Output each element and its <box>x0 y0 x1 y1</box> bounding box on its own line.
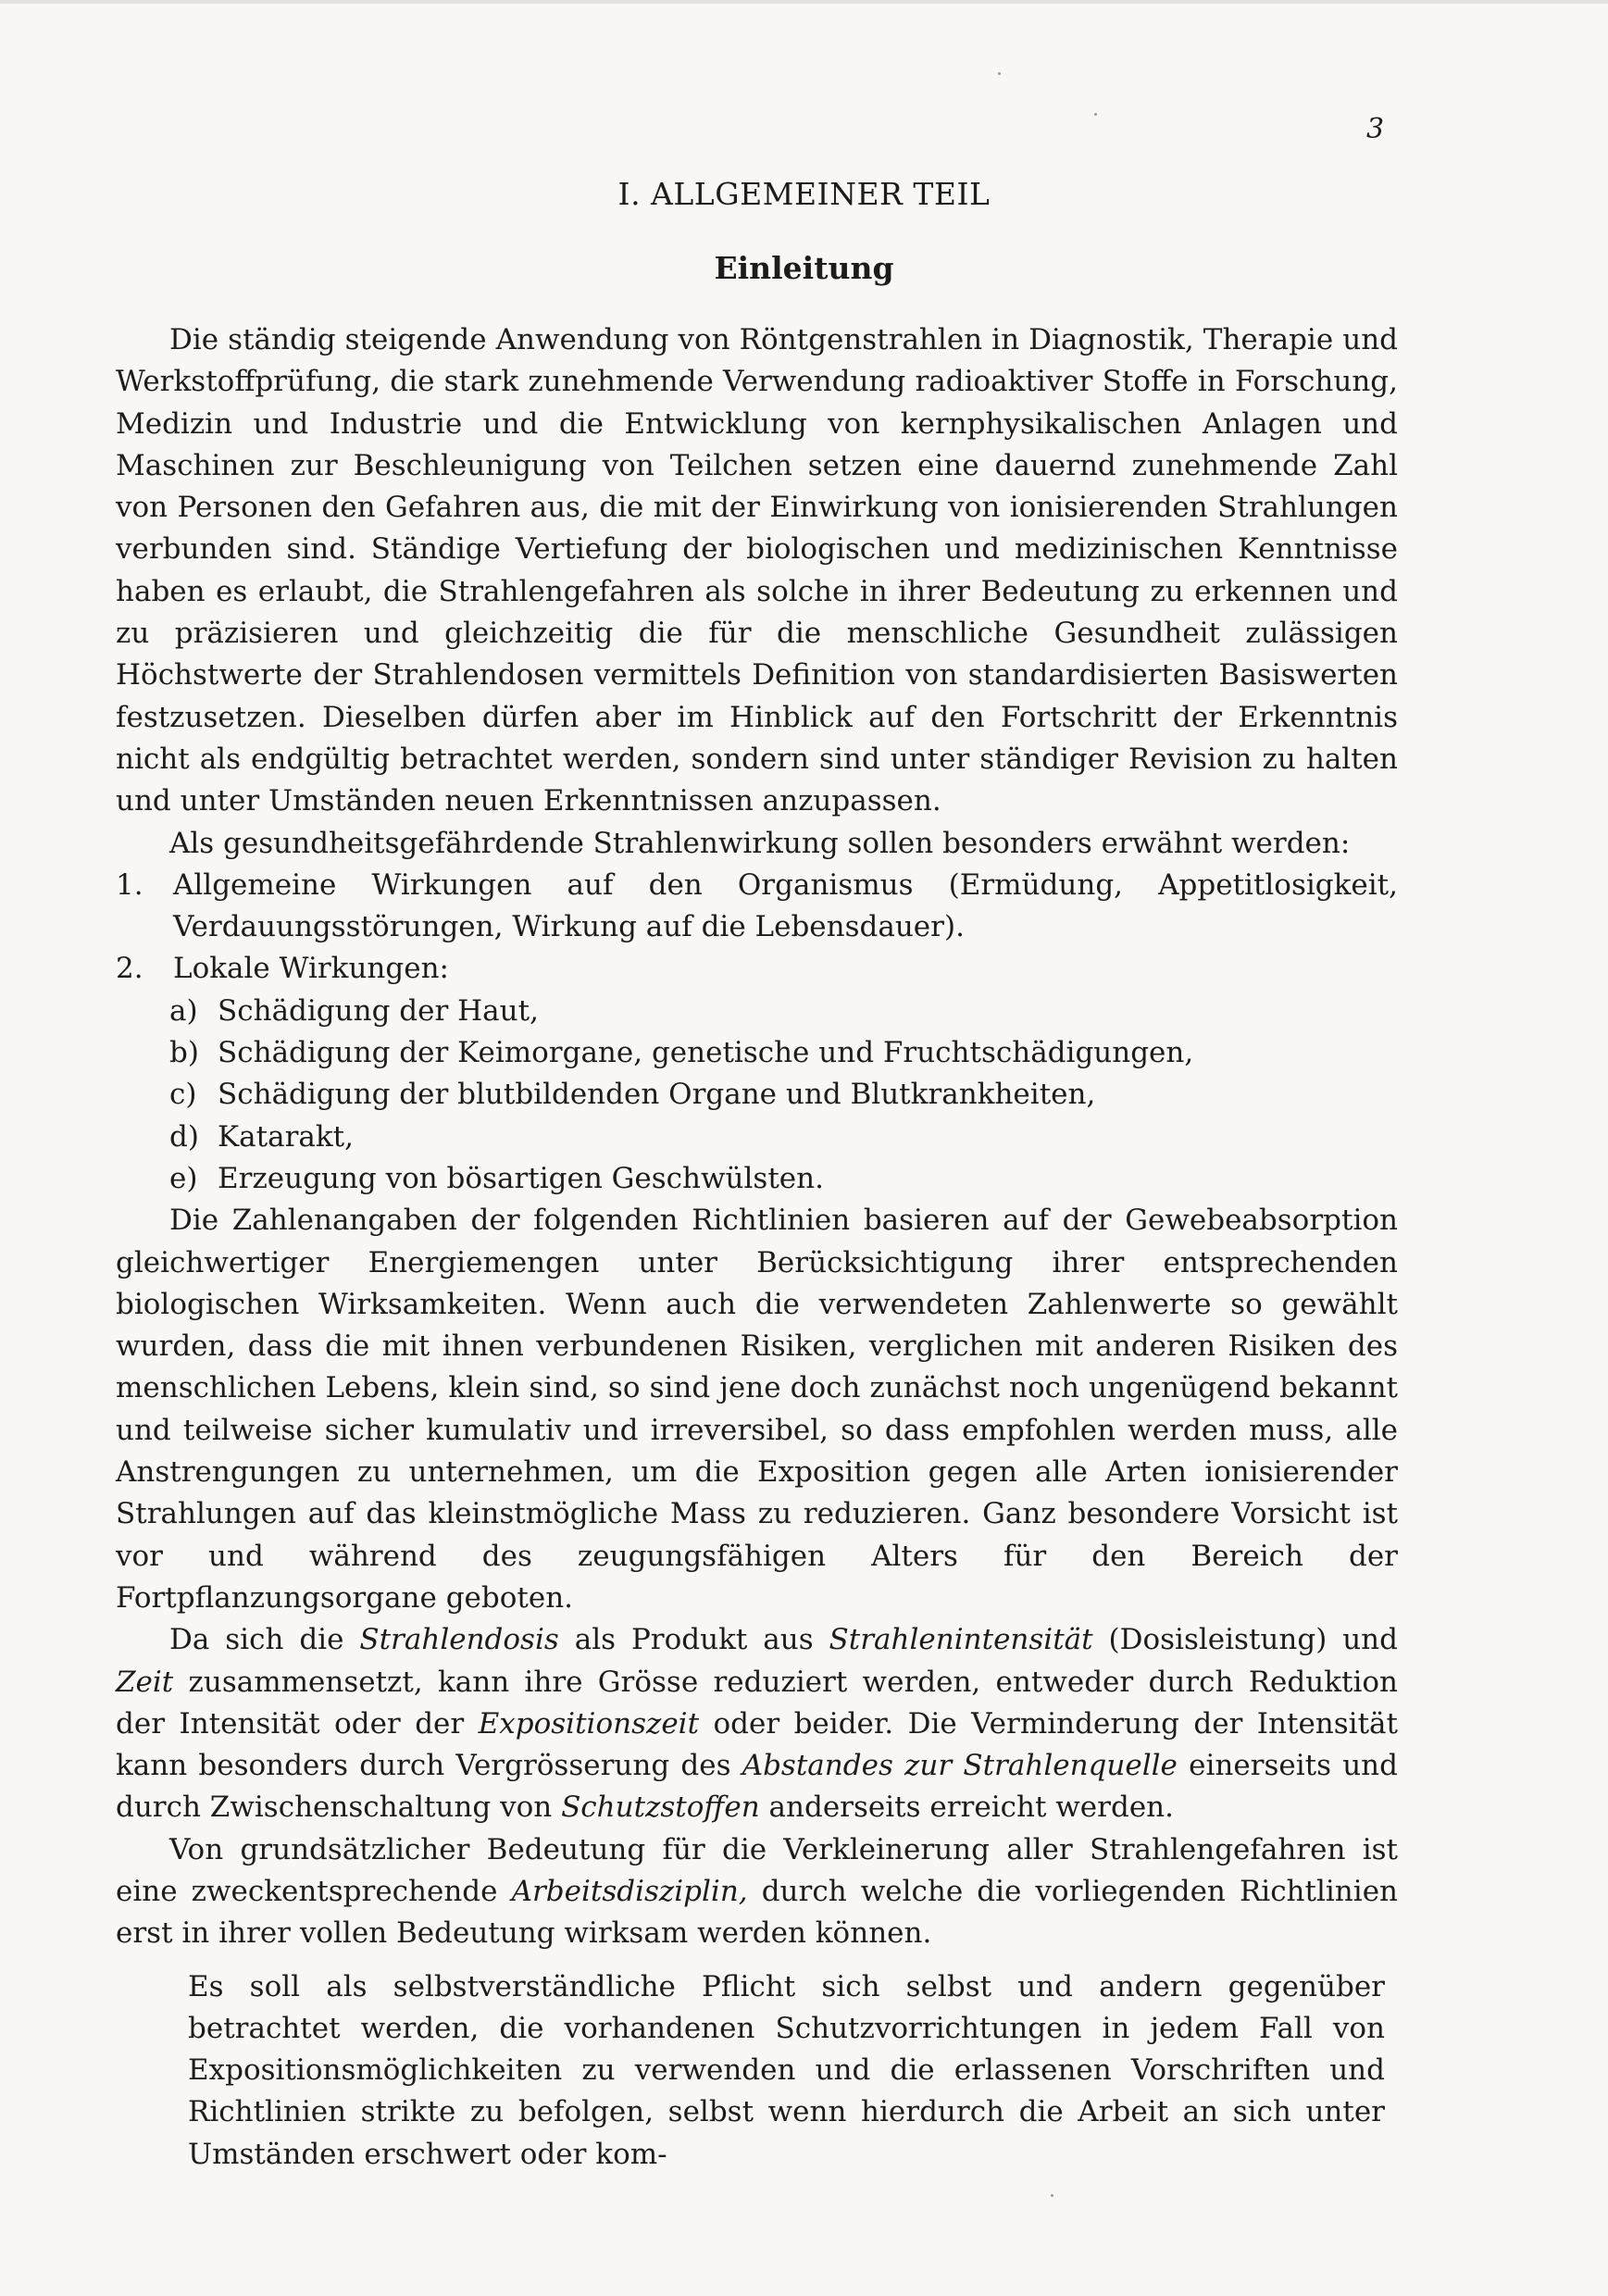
text-run: Da sich die <box>169 1623 360 1657</box>
sublist-item-text: Schädigung der Haut, <box>218 993 539 1028</box>
sublist-item-tumors <box>116 1158 1398 1200</box>
paragraph-intro: Die ständig steigende Anwendung von Röntgenstrahlen in Diagnostik, Therapie und Werkstoffprüfung, die stark zunehmende Verwendung radioaktiver Stoffe in Forschung, Medizin und Industrie und die Entwicklung von kernphysikalischen Anlagen und Maschinen zur Beschleunigung von Teilchen setzen eine dauernd zunehmende Zahl von Personen den Gefahren aus, die mit der Einwirkung von ionisierenden Strahlungen verbunden sind. Ständige Vertiefung der biologischen und medizinischen Kenntnisse haben es erlaubt, die Strahlengefahren als solche in ihrer Bedeutung zu erkennen und zu präzisieren und gleichzeitig die für die menschliche Gesundheit zulässigen Höchstwerte der Strahlendosen vermittels Definition von standardisierten Basiswerten festzusetzen. Dieselben dürfen aber im Hinblick auf den Fortschritt der Erkenntnis nicht als endgültig betrachtet werden, sondern sind unter ständiger Revision zu halten und unter Umständen neuen Erkenntnissen anzupassen. <box>116 323 1398 818</box>
emphasis-strahlendosis: Strahlendosis <box>359 1623 559 1657</box>
sublist-marker: e) <box>169 1161 198 1195</box>
emphasis-arbeitsdisziplin: Arbeitsdisziplin, <box>511 1874 748 1908</box>
emphasis-abstand: Abstandes zur Strahlenquelle <box>742 1749 1178 1783</box>
sublist-item-germ-organs <box>116 1032 1398 1074</box>
paper-speck <box>998 72 1001 75</box>
sublist-item-text: Erzeugung von bösartigen Geschwülsten. <box>218 1161 824 1195</box>
paragraph-duty: Es soll als selbstverständliche Pflicht sich selbst und andern gegenüber betrachtet werden, die vorhandenen Schutzvorrichtungen in jedem Fall von Expositionsmöglichkeiten zu verwenden und die erlassenen Vorschriften und Richtlinien strikte zu befolgen, selbst wenn hierdurch die Arbeit an sich unter Umständen erschwert oder kom- <box>188 1969 1385 2171</box>
emphasis-expositionszeit: Expositionszeit <box>478 1706 700 1741</box>
sublist-item-cataract <box>116 1117 1398 1158</box>
list-marker: 1. <box>116 867 143 902</box>
sublist-marker: a) <box>169 993 198 1028</box>
body-text <box>116 319 1398 2176</box>
page-top-edge <box>0 0 1608 4</box>
emphasis-schutzstoffe: Schutzstoffen <box>561 1791 760 1825</box>
sublist-item-skin <box>116 991 1398 1032</box>
list-marker: 2. <box>116 952 143 986</box>
text-run: anderseits erreicht werden. <box>759 1791 1174 1825</box>
text-run: durch welche die vorliegenden Richtlinien erst in ihrer vollen Bedeutung wirksam werden können. <box>116 1874 1398 1951</box>
text-run: (Dosisleistung) und <box>1092 1623 1398 1657</box>
list-item-text: Lokale Wirkungen: <box>173 952 449 986</box>
list-item-text: Allgemeine Wirkungen auf den Organismus (Ermüdung, Appetitlosigkeit, Verdauungsstörungen, Wirkung auf die Lebensdauer). <box>173 867 1398 944</box>
paragraph-numerical-data: Die Zahlenangaben der folgenden Richtlinien basieren auf der Gewebeabsorption gleichwertiger Energiemengen unter Berücksichtigung ihrer entsprechenden biologischen Wirksamkeiten. Wenn auch die verwendeten Zahlenwerte so gewählt wurden, dass die mit ihnen verbundenen Risiken, verglichen mit anderen Risiken des menschlichen Lebens, klein sind, so sind jene doch zunächst noch ungenügend bekannt und teilweise sicher kumulativ und irreversibel, so dass empfohlen werden muss, alle Anstrengungen zu unternehmen, um die Exposition gegen alle Arten ionisierender Strahlungen auf das kleinstmögliche Mass zu reduzieren. Ganz besondere Vorsicht ist vor und während des zeugungsfähigen Alters für den Bereich der Fortpflanzungsorgane geboten. <box>116 1204 1398 1615</box>
paragraph-work-discipline <box>116 1829 1398 1955</box>
part-title: I. ALLGEMEINER TEIL <box>617 176 991 212</box>
sublist-marker: b) <box>169 1036 199 1070</box>
emphasis-strahlenintensitaet: Strahlenintensität <box>829 1623 1093 1657</box>
sublist-item-text: Schädigung der blutbildenden Organe und Blutkrankheiten, <box>218 1078 1096 1112</box>
paragraph-effects-lead: Als gesundheitsgefährdende Strahlenwirkung sollen besonders erwähnt werden: <box>169 826 1351 860</box>
section-title: Einleitung <box>714 250 894 286</box>
text-run: einerseits und durch Zwischenschaltung von <box>116 1749 1398 1825</box>
paper-speck <box>1094 113 1097 116</box>
sublist-marker: d) <box>169 1119 199 1154</box>
text-run: Von grundsätzlicher Bedeutung für die Verkleinerung aller Strahlengefahren ist eine zweckentsprechende <box>116 1832 1398 1908</box>
emphasis-zeit: Zeit <box>116 1665 174 1699</box>
paper-speck <box>1051 2194 1053 2197</box>
list-item-general-effects <box>116 865 1398 949</box>
page-number: 3 <box>1366 113 1385 145</box>
paragraph-dose-reduction <box>116 1619 1398 1828</box>
text-run: oder beider. Die Verminderung der Intensität kann besonders durch Vergrösserung des <box>116 1706 1398 1783</box>
sublist-marker: c) <box>169 1078 197 1112</box>
sublist-item-blood-organs <box>116 1074 1398 1116</box>
sublist-item-text: Katarakt, <box>218 1119 354 1154</box>
list-item-local-effects <box>116 948 1398 990</box>
text-run: als Produkt aus <box>558 1623 829 1657</box>
sublist-item-text: Schädigung der Keimorgane, genetische und Fruchtschädigungen, <box>218 1036 1194 1070</box>
text-run: zusammensetzt, kann ihre Grösse reduziert werden, entweder durch Reduktion der Intensität oder der <box>116 1665 1398 1741</box>
